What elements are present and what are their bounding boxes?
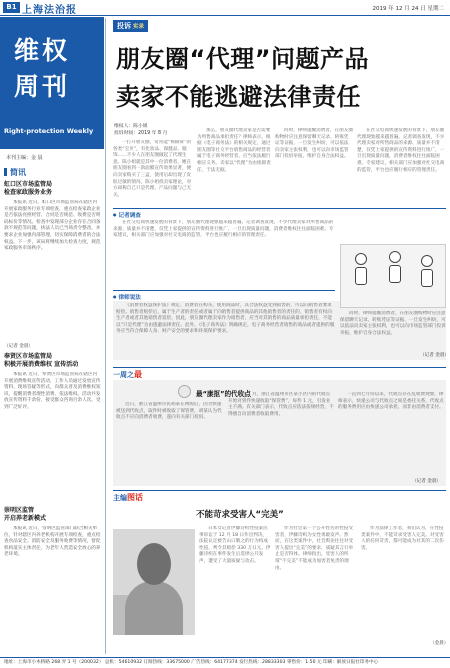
brief-headline-2 [4, 353, 78, 369]
photo-head [137, 543, 171, 585]
tz-section-tag [113, 492, 143, 503]
cartoon-caption: 同时，律师提醒消费者，在朋友圈购物时应注意保留聊天记录、转账凭证等证据，一旦发生纠纷，可以依法向卖家主张权利，也可以向市场监管部门投诉举报，维护自身合法权益。 [340, 311, 446, 336]
article-column-3: 同时，律师提醒消费者，在朋友圈购物时应注意保留聊天记录、转账凭证等证据，一旦发生纠纷，可以依法向卖家主张权利，也可以向市场监管部门投诉举报，维护自身合法权益。 [275, 128, 353, 160]
tz-tag-prefix: 主编 [113, 494, 127, 502]
section-title [14, 33, 70, 105]
most-tag-prefix: 一周之 [113, 371, 134, 379]
footer-info: 地址：上海市小木桥路 268 弄 1 号（200032） 总机：54610932 订阅热线：33675000 广告热线：64177374 发行热线：28833303 零售价：1.50 元 印刷：解放日报社印务中心 [0, 657, 450, 668]
brief-body-3: 本报讯 近日，崇明区监管部门联合相关单位，针对辖区内养老机构开展专项检查，重点检查食品安全、消防安全及服务收费等情况，督促机构落实主体责任，为老年人营造安全放心的养老环境。 [4, 526, 101, 558]
tz-signature: （金晨） [430, 641, 449, 646]
figure-icon [178, 385, 191, 398]
most-body-2: 今年 7 月，浙江省温州市区某小区内的代收点开始对到件快递收取“保管费”，每件 1 元，引发业主不满。有关部门表示，代收点应依法依规经营，不得擅自向消费者收取费用。 [228, 392, 334, 417]
brief-headline-1 [4, 181, 52, 197]
analysis-subhead: ● 记者调查 [113, 211, 141, 219]
left-column [0, 17, 104, 655]
most-tag-word: 最 [134, 370, 142, 379]
law-body: 《消费者权益保护法》规定，消费者在购买、使用商品时，其合法权益受到损害的，可以向销售者要求赔偿。销售者赔偿后，属于生产者的责任或者属于向销售者提供商品的其他销售者的责任的，销售者有权向生产者或者其他销售者追偿。因此，朋友圈代理卖家作为销售者，应当对其销售的商品质量承担责任，不能以“只是代理”为由逃避法律责任。此外，《电子商务法》明确规定，电子商务经营者销售的商品或者提供的服务应当符合保障人身、财产安全的要求和环境保护要求。 [116, 303, 335, 335]
cartoon-figure-head [389, 251, 401, 263]
most-signature: （记者 金晨） [412, 479, 442, 484]
analysis-body: 在社交电商快速发展的背景下，朋友圈代理现象越来越普遍。记者调查发现，不少代理卖家对所售商品的来源、质量并不清楚，仅凭上家提供的宣传资料进行推广，一旦出现质量问题，消费者维权往往面临困难。专家建议，相关部门应加强对社交电商的监管，平台也应履行相应的管理责任。 [113, 220, 334, 239]
tz-tag-word: 图话 [127, 493, 143, 502]
kicker-sub: 实录 [133, 24, 145, 30]
column-divider [105, 18, 106, 654]
cartoon-illustration [340, 244, 446, 308]
brief-headline-3 [4, 507, 46, 523]
section-title-line2: 周刊 [14, 72, 71, 101]
photo-shoulders [125, 581, 183, 635]
section-kicker [113, 20, 148, 32]
tz-body-1: 日本女记者伊藤诗织性侵案民事诉讼于 12 月 18 日作出判决，法院认定被告山口敬之的行为构成性侵，判令其赔偿 330 万日元。伊藤诗织在事件发生后选择公开发声，遭受了大量质疑与攻击。 [199, 526, 271, 564]
rule-2 [113, 290, 335, 291]
brief-headline-2b: 积极开展消费维权 宣传活动 [4, 361, 79, 368]
rule-1 [113, 208, 446, 209]
issue-date: 2019 年 12 月 24 日 星期二 [372, 6, 444, 12]
masthead [0, 0, 450, 16]
kicker-label: 投诉 [117, 22, 131, 30]
cartoon-figure-head [355, 253, 367, 265]
section-title-line1: 维权 [14, 36, 71, 65]
most-headline: 最“康抠”的代收点 [196, 390, 251, 398]
section-title-box [0, 17, 104, 149]
headline-line2: 卖家不能逃避法律责任 [116, 83, 361, 111]
brief-label: 简讯 [4, 167, 26, 178]
brief-headline-2a: 奉贤区市场监管局 [4, 353, 53, 360]
law-subhead: ● 律师说法 [113, 293, 141, 301]
cartoon-figure-body [355, 267, 367, 285]
editor-credit: 本刊主编：金 晨 [6, 155, 43, 161]
brief-headline-1a: 虹口区市场监管局 [4, 181, 53, 188]
main-headline [116, 40, 369, 116]
brief-body-2: 本报讯 近日，奉贤区市场监管局在辖区内开展消费维权宣传活动，工作人员通过发放宣传资料、现场答疑等形式，向群众普及消费维权知识，提醒消费者理性消费、依法维权。活动共发放宣传资料千余份，接受群众咨询百余人次，受到广泛好评。 [4, 372, 101, 410]
cartoon-figure-head [421, 255, 433, 267]
brief-signature-1: （记者 金晨） [4, 344, 34, 349]
cartoon-figure-body [421, 269, 433, 287]
most-section-tag [113, 369, 142, 380]
tz-body-3: 作为法律工作者，我们认为，在性侵类案件中，不能苛求受害人完美。对受害人的任何苛责，都可能成为对其的二次伤害。 [361, 526, 444, 551]
article-column-4: 在社交电商快速发展的背景下，朋友圈代理现象越来越普遍。记者调查发现，不少代理卖家对所售商品的来源、质量并不清楚，仅凭上家提供的宣传资料进行推广，一旦出现质量问题，消费者维权往往面临困难。专家建议，相关部门应加强对社交电商的监管，平台也应履行相应的管理责任。 [357, 128, 445, 173]
newspaper-name: 上海法治报 [22, 5, 77, 16]
byline: 维权人：陈小姐 投诉时间：2019 年 8 月 [114, 124, 168, 136]
brief-headline-1b: 检查家政服务业务 [4, 189, 53, 196]
article-column-1: 一打开朋友圈，常常能“被刷屏”的各类“宝贝”，有化妆品、保健品、服饰……不少人在朋友圈做起了代理生意。陈小姐就是其中一位消费者，她在朋友圈看到一款面膜宣传效果显著，便向卖家购买了三盒，使用后却出现了皮肤过敏的情况。陈小姐找卖家理论，对方却称自己只是代理，产品问题与己无关。 [113, 140, 192, 198]
tz-headline: 不能苛求受害人“完美” [196, 510, 284, 520]
tz-body-2: 作为社会第一个公开姓名的性侵受害者，伊藤诗织为女性勇敢发声。然而，在这类案件中，社会舆论往往对受害人提出“完美”的要求，质疑其言行举止是否得体。律师指出，受害人的所谓“不完美”不能成为加害者免责的理由。 [275, 526, 354, 571]
headline-line1: 朋友圈“代理”问题产品 [116, 45, 370, 73]
rule-4 [113, 490, 446, 491]
most-body-1: 近日，浙江省温州市民胡某在网购后，因为快递被送到代收点，取件时被收取了保管费，胡某认为代收点不应向消费者收费，遂向有关部门投诉。 [116, 402, 222, 421]
portrait-photo [113, 529, 195, 635]
article-column-2: 那么，朋友圈代理卖家是否需要为所售商品承担责任？律师表示，根据《电子商务法》的相关规定，通过朋友圈等社交平台销售商品的经营者属于电子商务经营者，应当依法履行相应义务。卖家以“代理”为由推卸责任，于法无据。 [197, 128, 271, 173]
most-body-3: 一直到七月份以来，代收点存在乱收费现象，律师表示，快递公司与代收点之间是委托关系，代收点的服务费用应由快递公司承担，而非由消费者支付。 [338, 392, 444, 411]
rule-3 [113, 367, 446, 368]
brief-headline-3b: 开启养老新模式 [4, 515, 47, 522]
brief-body-1: 本报讯 近日，虹口区市场监管局在辖区内开展家政服务行业专项检查，重点检查家政企业是否依法亮照经营、合同是否规范、收费是否明码标价等情况。检查中发现部分企业存在合同条款不规范等问题，执法人员已当场责令整改，并要求企业加强内部管理，切实保障消费者的合法权益。下一步，该局将继续加大检查力度，规范家政服务市场秩序。 [4, 200, 101, 252]
brief-headline-3a: 崇明区监管 [4, 507, 35, 514]
page-number: B1 [3, 2, 20, 13]
law-signature: （记者 金晨） [420, 353, 450, 358]
cartoon-figure-body [389, 265, 401, 283]
section-english-title: Right-protection Weekly [4, 127, 94, 135]
